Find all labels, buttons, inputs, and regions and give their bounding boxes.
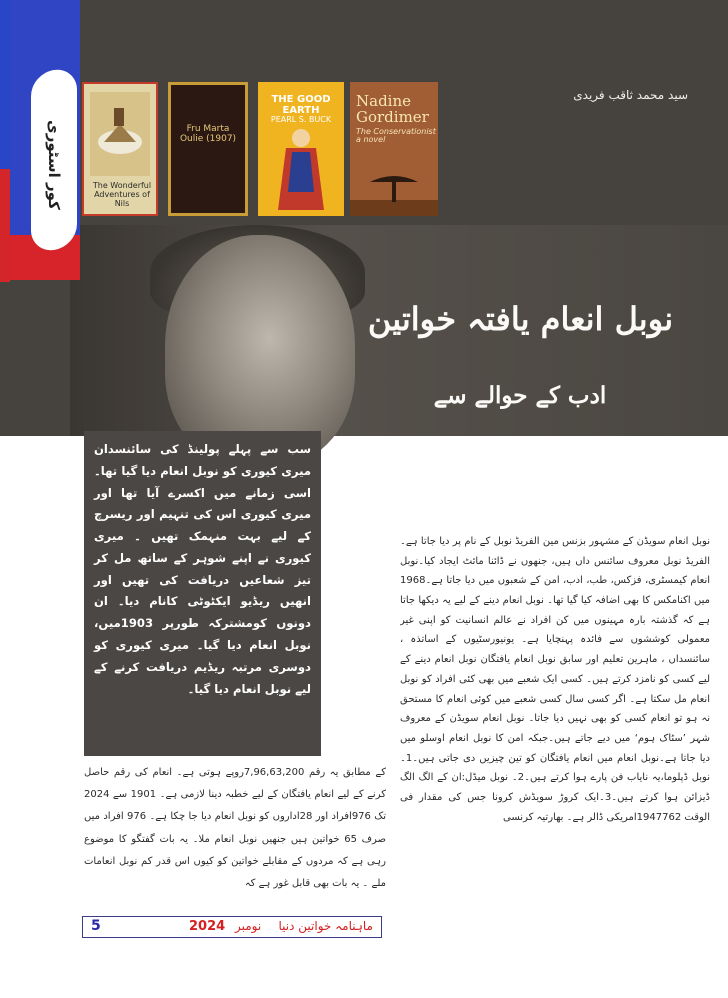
book-title: Fru Marta Oulie (1907) bbox=[179, 124, 237, 144]
tree-illustration-icon bbox=[350, 166, 438, 216]
author-name: سید محمد ثاقب فریدی bbox=[573, 88, 688, 102]
footer-year: 2024 bbox=[189, 919, 226, 934]
edge-stripe bbox=[0, 0, 10, 282]
right-column bbox=[400, 532, 710, 912]
book-author: PEARL S. BUCK bbox=[270, 115, 332, 124]
article-title: نوبل انعام یافتہ خواتین bbox=[367, 300, 674, 338]
book-title: THE GOOD EARTH bbox=[271, 94, 331, 116]
footer-month: نومبر bbox=[235, 919, 262, 933]
book-cover-nils bbox=[82, 82, 158, 216]
book-cover-fru-marta bbox=[168, 82, 248, 216]
book-author: Nadine Gordimer bbox=[356, 92, 429, 126]
book-title: The Conservationist bbox=[356, 126, 436, 136]
page-footer bbox=[82, 916, 382, 938]
book-title: The Wonderful Adventures of Nils bbox=[92, 181, 152, 208]
page-number: 5 bbox=[91, 918, 101, 934]
highlight-box bbox=[84, 431, 321, 756]
right-column-text: نوبل انعام سویڈن کے مشہور بزنس مین الفریڈ نوبل کے نام پر دیا جاتا ہے۔الفریڈ نوبل معروف سائنس داں ہیں، جنھوں نے ڈائنا مائٹ ایجاد کیا۔نوبل انعام کیمسٹری، فزکس، طب، ادب، امن کے شعبوں میں دیا جاتا ہے۔1968 میں اکنامکس کا بھی اضافہ کیا گیا تھا۔ نوبل انعام دینے کے لیے یہ دیکھا جاتا ہے کہ گذشتہ بارہ مہینوں میں کن افراد نے عالم انسانیت کو اپنی غیر معمولی کوششوں سے فائدہ پہنچایا ہے۔ یونیورسٹیوں کے اساتذہ ، سائنسداں ، ماہرین تعلیم اور سابق نوبل انعام یافتگان نوبل انعام دینے کے لیے کسی کو نامزد کرتے ہیں۔ کسی ایک شعبے میں بھی کئی افراد کو نوبل انعام مل سکتا ہے۔ اگر کسی سال کسی شعبے میں کوئی انعام کا مستحق نہ ہو تو انعام کسی کو بھی نہیں دیا جاتا۔ نوبل انعام سویڈن کے معروف شہر ’سٹاک ہوم‘ میں دیے جاتے ہیں۔جبکہ امن کا نوبل انعام اوسلو میں دیا جاتا ہے۔نوبل انعام میں انعام یافتگان کو تین چیزیں دی جاتی ہیں۔1۔ نوبل ڈپلوما،یہ نایاب فن پارے ہوا کرتے ہیں۔2۔ نوبل میڈل:ان کے الگ الگ ڈیزائن ہوا کرتے ہیں۔3۔ایک کروڑ سویڈش کرونا جس کی مقدار فی الوقت 1947762امریکی ڈالر ہے۔ بھارتیہ کرنسی bbox=[400, 536, 710, 823]
footer-magazine: ماہنامہ خواتین دنیا bbox=[278, 919, 373, 933]
article-subtitle: ادب کے حوالے سے bbox=[433, 382, 607, 409]
book-note: a novel bbox=[356, 135, 386, 145]
section-badge-label: کور اسٹوری bbox=[45, 120, 63, 210]
figure-illustration-icon bbox=[258, 122, 344, 212]
highlight-text: سب سے پہلے پولینڈ کی سائنسدان میری کیوری کو نوبل انعام دیا گیا تھا۔اسی زمانے میں اکسرے آیا تھا اور میری کیوری اس کی تنہیم اور ریسرچ کے لیے بہت منہمک تھیں ۔ میری کیوری نے اپنے شوہر کے ساتھ مل کر تیز شعاعیں دریافت کی تھیں اور انھیں ریڈیو ایکٹوٹی کانام دیا۔ ان دونوں کومشترکہ طورپر 1903میں، نوبل انعام دیا گیا۔ میری کیوری کو دوسری مرتبہ ریڈیم دریافت کرنے کے لیے نوبل انعام دیا گیا۔ bbox=[94, 442, 311, 696]
left-column bbox=[84, 762, 386, 912]
left-column-text: کے مطابق یہ رقم 7,96,63,200روپے ہوتی ہے۔ انعام کی رقم حاصل کرنے کے لیے انعام یافتگان کے لیے خطبہ دینا لازمی ہے۔ 1901 سے 2024 تک 976افراد اور 28اداروں کو نوبل انعام دیا جا چکا ہے۔ 976 افراد میں صرف 65 خواتین ہیں جنھیں نوبل انعام ملا۔ یہ بات گفتگو کا موضوع رہی ہے کہ مردوں کے مقابلے خواتین کو کیوں اس قدر کم نوبل انعامات ملے ۔ یہ بات بھی قابل غور ہے کہ bbox=[84, 767, 386, 889]
book-cover-conservationist bbox=[350, 82, 438, 216]
book-cover-good-earth bbox=[258, 82, 344, 216]
